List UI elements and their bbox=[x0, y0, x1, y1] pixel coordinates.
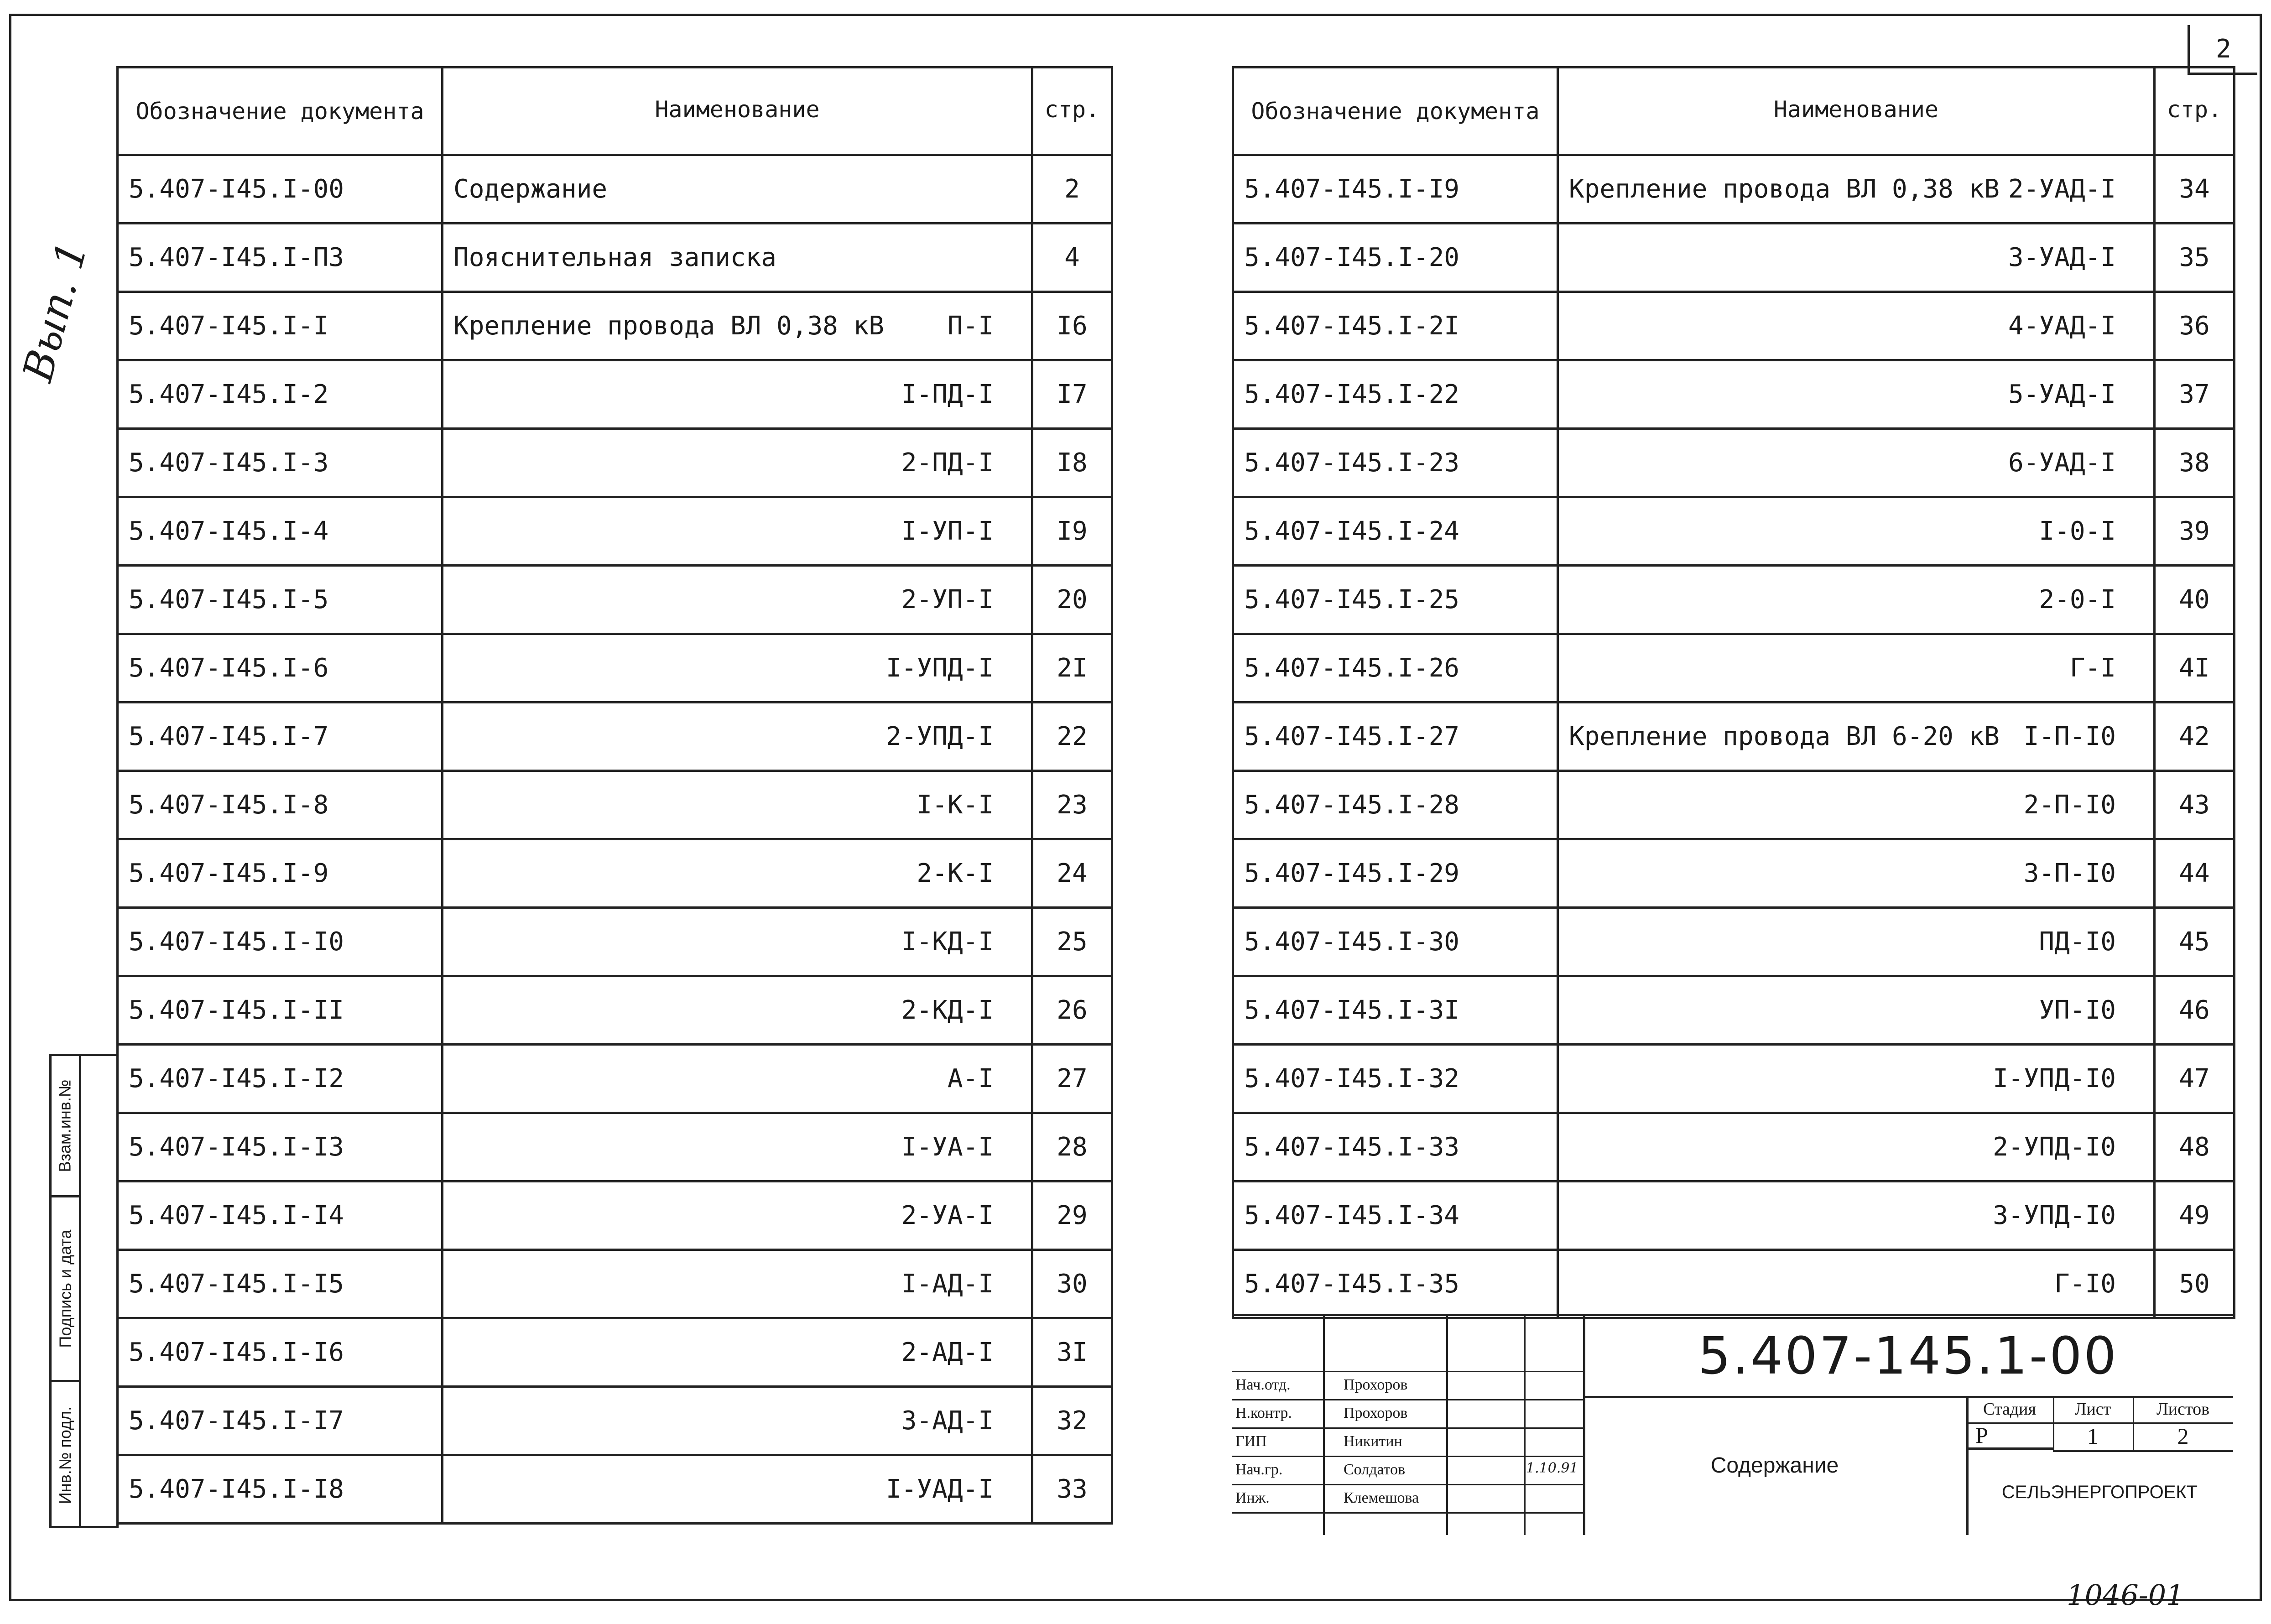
document-code-cell: 5.407-I45.I-2I bbox=[1233, 292, 1558, 360]
table-row bbox=[1233, 1045, 2235, 1113]
signature-row bbox=[1232, 1427, 1583, 1457]
header-name: Наименование bbox=[1558, 68, 2155, 155]
signature-date: 1.10.91 bbox=[1526, 1460, 1578, 1476]
document-name-cell bbox=[1558, 634, 2155, 703]
signature-row bbox=[1232, 1484, 1583, 1514]
document-code-cell: 5.407-I45.I-I5 bbox=[118, 1250, 443, 1318]
product-mark: 2-УАД-I bbox=[2008, 174, 2116, 204]
page-cell: 40 bbox=[2155, 566, 2235, 634]
page-cell: I9 bbox=[1032, 497, 1112, 566]
product-mark: 2-0-I bbox=[2039, 585, 2116, 614]
document-code-cell: 5.407-I45.I-22 bbox=[1233, 360, 1558, 429]
table-row bbox=[1233, 976, 2235, 1045]
page-cell: 26 bbox=[1032, 976, 1112, 1045]
document-code-cell: 5.407-I45.I-30 bbox=[1233, 908, 1558, 976]
table-row bbox=[118, 703, 1112, 771]
document-name-cell bbox=[1558, 771, 2155, 839]
page-cell: 45 bbox=[2155, 908, 2235, 976]
document-name-cell bbox=[1558, 224, 2155, 292]
contents-table-right bbox=[1232, 66, 2235, 1319]
document-name-cell bbox=[1558, 292, 2155, 360]
document-name-cell bbox=[443, 634, 1032, 703]
document-code-cell: 5.407-I45.I-I9 bbox=[1233, 155, 1558, 224]
document-name-cell bbox=[443, 1250, 1032, 1318]
page-cell: 34 bbox=[2155, 155, 2235, 224]
page-cell: 27 bbox=[1032, 1045, 1112, 1113]
product-mark: 2-П-I0 bbox=[2023, 790, 2116, 820]
signature-role: Н.контр. bbox=[1235, 1405, 1292, 1421]
page-cell: 49 bbox=[2155, 1182, 2235, 1250]
document-name-cell bbox=[1558, 1250, 2155, 1318]
table-row bbox=[118, 1455, 1112, 1524]
document-title: Крепление провода ВЛ 0,38 кВ bbox=[453, 311, 885, 341]
signatures-area bbox=[1232, 1316, 1585, 1535]
document-name-cell bbox=[1558, 703, 2155, 771]
document-name-cell bbox=[1558, 429, 2155, 497]
document-code-cell: 5.407-I45.I-9 bbox=[118, 839, 443, 908]
document-name-cell bbox=[443, 703, 1032, 771]
header-page: стр. bbox=[2155, 68, 2235, 155]
page-cell: 42 bbox=[2155, 703, 2235, 771]
table-row bbox=[1233, 839, 2235, 908]
table-row bbox=[118, 839, 1112, 908]
header-name: Наименование bbox=[443, 68, 1032, 155]
document-name-cell bbox=[443, 1182, 1032, 1250]
stage-label: Стадия bbox=[1966, 1396, 2053, 1424]
product-mark: 3-УПД-I0 bbox=[1993, 1201, 2116, 1230]
document-code-cell: 5.407-I45.I-00 bbox=[118, 155, 443, 224]
table-row bbox=[118, 155, 1112, 224]
product-mark: 2-УА-I bbox=[901, 1201, 994, 1230]
product-mark: 2-КД-I bbox=[901, 995, 994, 1025]
table-row bbox=[1233, 1113, 2235, 1182]
document-name-cell bbox=[443, 771, 1032, 839]
header-code: Обозначение документа bbox=[1233, 68, 1558, 155]
page-cell: 2I bbox=[1032, 634, 1112, 703]
table-row bbox=[1233, 497, 2235, 566]
header-code: Обозначение документа bbox=[118, 68, 443, 155]
document-name-cell bbox=[1558, 839, 2155, 908]
document-name-cell bbox=[443, 1113, 1032, 1182]
table-row bbox=[118, 1045, 1112, 1113]
table-row bbox=[1233, 566, 2235, 634]
product-mark: I-0-I bbox=[2039, 516, 2116, 546]
document-title: Содержание bbox=[453, 174, 608, 204]
archive-number: 1046-01 bbox=[2067, 1578, 2184, 1612]
product-mark: УП-I0 bbox=[2039, 995, 2116, 1025]
table-row bbox=[118, 1387, 1112, 1455]
document-name-cell bbox=[443, 1455, 1032, 1524]
product-mark: 2-УПД-I0 bbox=[1993, 1132, 2116, 1162]
product-mark: А-I bbox=[947, 1064, 994, 1093]
page-cell: 20 bbox=[1032, 566, 1112, 634]
table-row bbox=[1233, 155, 2235, 224]
table-row bbox=[1233, 224, 2235, 292]
document-code-cell: 5.407-I45.I-20 bbox=[1233, 224, 1558, 292]
product-mark: I-УПД-I bbox=[885, 653, 994, 683]
sheets-label: Листов bbox=[2133, 1396, 2233, 1424]
signature-person: Прохоров bbox=[1344, 1376, 1408, 1393]
document-name-cell bbox=[1558, 976, 2155, 1045]
product-mark: I-УПД-I0 bbox=[1993, 1064, 2116, 1093]
page-cell: 22 bbox=[1032, 703, 1112, 771]
table-row bbox=[118, 292, 1112, 360]
page-cell: 3I bbox=[1032, 1318, 1112, 1387]
product-mark: I-АД-I bbox=[901, 1269, 994, 1299]
table-row bbox=[1233, 908, 2235, 976]
document-name-cell bbox=[1558, 566, 2155, 634]
table-row bbox=[118, 771, 1112, 839]
table-row bbox=[1233, 292, 2235, 360]
table-row bbox=[1233, 360, 2235, 429]
product-mark: 6-УАД-I bbox=[2008, 448, 2116, 478]
document-code-cell: 5.407-I45.I-I bbox=[118, 292, 443, 360]
document-code-cell: 5.407-I45.I-I8 bbox=[118, 1455, 443, 1524]
table-row bbox=[118, 1250, 1112, 1318]
signature-role: Нач.гр. bbox=[1235, 1461, 1283, 1478]
page-cell: 50 bbox=[2155, 1250, 2235, 1318]
product-mark: 2-АД-I bbox=[901, 1338, 994, 1367]
signature-role: Нач.отд. bbox=[1235, 1376, 1291, 1393]
product-mark: П-I bbox=[947, 311, 994, 341]
document-code-cell: 5.407-I45.I-ПЗ bbox=[118, 224, 443, 292]
document-name-cell bbox=[443, 497, 1032, 566]
document-name-cell bbox=[1558, 360, 2155, 429]
document-code-cell: 5.407-I45.I-34 bbox=[1233, 1182, 1558, 1250]
table-row bbox=[118, 360, 1112, 429]
page-cell: 37 bbox=[2155, 360, 2235, 429]
sheet-label: Лист bbox=[2053, 1396, 2133, 1424]
product-mark: 2-УПД-I bbox=[885, 722, 994, 751]
document-name-cell bbox=[443, 155, 1032, 224]
document-code-cell: 5.407-I45.I-32 bbox=[1233, 1045, 1558, 1113]
page-cell: 32 bbox=[1032, 1387, 1112, 1455]
signature-row bbox=[1232, 1399, 1583, 1429]
product-mark: 3-АД-I bbox=[901, 1406, 994, 1436]
product-mark: I-К-I bbox=[917, 790, 994, 820]
product-mark: 2-К-I bbox=[917, 859, 994, 888]
document-code: 5.407-145.1-00 bbox=[1583, 1316, 2233, 1398]
document-code-cell: 5.407-I45.I-I4 bbox=[118, 1182, 443, 1250]
document-name-cell bbox=[443, 566, 1032, 634]
product-mark: Г-I0 bbox=[2054, 1269, 2116, 1299]
side-label-replacement: Взам.инв.№ bbox=[52, 1056, 79, 1197]
document-name-cell bbox=[1558, 1045, 2155, 1113]
side-label-signature: Подпись и дата bbox=[52, 1197, 79, 1382]
document-code-cell: 5.407-I45.I-I0 bbox=[118, 908, 443, 976]
document-name-cell bbox=[1558, 497, 2155, 566]
page-cell: 4 bbox=[1032, 224, 1112, 292]
document-code-cell: 5.407-I45.I-I3 bbox=[118, 1113, 443, 1182]
page-cell: 43 bbox=[2155, 771, 2235, 839]
document-code-cell: 5.407-I45.I-25 bbox=[1233, 566, 1558, 634]
signature-role: Инж. bbox=[1235, 1489, 1270, 1506]
table-row bbox=[118, 634, 1112, 703]
page-cell: I7 bbox=[1032, 360, 1112, 429]
table-row bbox=[118, 224, 1112, 292]
page-cell: 24 bbox=[1032, 839, 1112, 908]
product-mark: 4-УАД-I bbox=[2008, 311, 2116, 341]
page-cell: 2 bbox=[1032, 155, 1112, 224]
contents-table-left bbox=[116, 66, 1113, 1525]
signature-person: Солдатов bbox=[1344, 1461, 1406, 1478]
table-row bbox=[1233, 703, 2235, 771]
document-code-cell: 5.407-I45.I-4 bbox=[118, 497, 443, 566]
table-row bbox=[118, 976, 1112, 1045]
document-code-cell: 5.407-I45.I-I6 bbox=[118, 1318, 443, 1387]
page-cell: 25 bbox=[1032, 908, 1112, 976]
product-mark: I-П-I0 bbox=[2023, 722, 2116, 751]
document-name-cell bbox=[1558, 1113, 2155, 1182]
document-title: Пояснительная записка bbox=[453, 243, 777, 272]
side-strip bbox=[49, 1054, 119, 1528]
header-page: стр. bbox=[1032, 68, 1112, 155]
table-row bbox=[1233, 771, 2235, 839]
document-code-cell: 5.407-I45.I-8 bbox=[118, 771, 443, 839]
product-mark: Г-I bbox=[2069, 653, 2116, 683]
document-code-cell: 5.407-I45.I-2 bbox=[118, 360, 443, 429]
document-code-cell: 5.407-I45.I-33 bbox=[1233, 1113, 1558, 1182]
product-mark: I-ПД-I bbox=[901, 380, 994, 409]
document-name-cell bbox=[443, 908, 1032, 976]
product-mark: 3-П-I0 bbox=[2023, 859, 2116, 888]
product-mark: ПД-I0 bbox=[2039, 927, 2116, 957]
product-mark: I-УА-I bbox=[901, 1132, 994, 1162]
document-title: Крепление провода ВЛ 0,38 кВ bbox=[1569, 174, 2000, 204]
signature-person: Никитин bbox=[1344, 1433, 1402, 1450]
page-cell: 47 bbox=[2155, 1045, 2235, 1113]
document-name-cell bbox=[443, 1318, 1032, 1387]
document-title: Содержание bbox=[1583, 1396, 1969, 1535]
page-cell: I6 bbox=[1032, 292, 1112, 360]
signature-role: ГИП bbox=[1235, 1433, 1267, 1450]
document-code-cell: 5.407-I45.I-3 bbox=[118, 429, 443, 497]
signature-person: Прохоров bbox=[1344, 1405, 1408, 1421]
document-code-cell: 5.407-I45.I-I7 bbox=[118, 1387, 443, 1455]
document-code-cell: 5.407-I45.I-I2 bbox=[118, 1045, 443, 1113]
table-row bbox=[118, 566, 1112, 634]
product-mark: I-КД-I bbox=[901, 927, 994, 957]
signature-row bbox=[1232, 1371, 1583, 1400]
page-cell: 46 bbox=[2155, 976, 2235, 1045]
document-name-cell bbox=[443, 839, 1032, 908]
sheets-value: 2 bbox=[2133, 1422, 2233, 1452]
issue-handwritten-mark: Вып. 1 bbox=[14, 236, 97, 387]
page-cell: 28 bbox=[1032, 1113, 1112, 1182]
document-name-cell bbox=[443, 976, 1032, 1045]
document-name-cell bbox=[1558, 1182, 2155, 1250]
product-mark: 2-ПД-I bbox=[901, 448, 994, 478]
document-code-cell: 5.407-I45.I-29 bbox=[1233, 839, 1558, 908]
document-name-cell bbox=[443, 429, 1032, 497]
table-row bbox=[1233, 1250, 2235, 1318]
document-code-cell: 5.407-I45.I-II bbox=[118, 976, 443, 1045]
table-row bbox=[1233, 634, 2235, 703]
document-name-cell bbox=[443, 292, 1032, 360]
table-row bbox=[1233, 1182, 2235, 1250]
table-row bbox=[118, 429, 1112, 497]
table-row bbox=[118, 1113, 1112, 1182]
product-mark: I-УП-I bbox=[901, 516, 994, 546]
page-cell: 35 bbox=[2155, 224, 2235, 292]
page-number: 2 bbox=[2188, 25, 2257, 75]
document-code-cell: 5.407-I45.I-24 bbox=[1233, 497, 1558, 566]
page-cell: I8 bbox=[1032, 429, 1112, 497]
document-code-cell: 5.407-I45.I-3I bbox=[1233, 976, 1558, 1045]
document-code-cell: 5.407-I45.I-28 bbox=[1233, 771, 1558, 839]
document-title: Крепление провода ВЛ 6-20 кВ bbox=[1569, 722, 2000, 751]
page-cell: 38 bbox=[2155, 429, 2235, 497]
document-name-cell bbox=[443, 1045, 1032, 1113]
document-code-cell: 5.407-I45.I-35 bbox=[1233, 1250, 1558, 1318]
page-cell: 39 bbox=[2155, 497, 2235, 566]
title-block bbox=[1232, 1314, 2233, 1535]
product-mark: 2-УП-I bbox=[901, 585, 994, 614]
sheet-value: 1 bbox=[2053, 1422, 2133, 1452]
table-row bbox=[118, 908, 1112, 976]
page-cell: 44 bbox=[2155, 839, 2235, 908]
document-name-cell bbox=[1558, 155, 2155, 224]
document-code-cell: 5.407-I45.I-7 bbox=[118, 703, 443, 771]
table-row bbox=[118, 497, 1112, 566]
document-code-cell: 5.407-I45.I-26 bbox=[1233, 634, 1558, 703]
product-mark: 3-УАД-I bbox=[2008, 243, 2116, 272]
side-label-original: Инв.№ подл. bbox=[56, 1406, 74, 1504]
document-code-cell: 5.407-I45.I-27 bbox=[1233, 703, 1558, 771]
table-row bbox=[118, 1182, 1112, 1250]
signature-person: Клемешова bbox=[1344, 1489, 1419, 1506]
page-cell: 36 bbox=[2155, 292, 2235, 360]
document-name-cell bbox=[443, 224, 1032, 292]
stage-value: Р bbox=[1966, 1422, 2053, 1450]
page-cell: 48 bbox=[2155, 1113, 2235, 1182]
document-name-cell bbox=[1558, 908, 2155, 976]
document-name-cell bbox=[443, 360, 1032, 429]
stage-block bbox=[1966, 1396, 2233, 1535]
document-code-cell: 5.407-I45.I-23 bbox=[1233, 429, 1558, 497]
page-cell: 29 bbox=[1032, 1182, 1112, 1250]
table-row bbox=[1233, 429, 2235, 497]
document-code-cell: 5.407-I45.I-6 bbox=[118, 634, 443, 703]
organization: СЕЛЬЭНЕРГОПРОЕКТ bbox=[2001, 1482, 2198, 1502]
product-mark: 5-УАД-I bbox=[2008, 380, 2116, 409]
table-row bbox=[118, 1318, 1112, 1387]
page-cell: 23 bbox=[1032, 771, 1112, 839]
page-cell: 33 bbox=[1032, 1455, 1112, 1524]
page-cell: 30 bbox=[1032, 1250, 1112, 1318]
product-mark: I-УАД-I bbox=[885, 1474, 994, 1504]
document-code-cell: 5.407-I45.I-5 bbox=[118, 566, 443, 634]
document-name-cell bbox=[443, 1387, 1032, 1455]
page-cell: 4I bbox=[2155, 634, 2235, 703]
